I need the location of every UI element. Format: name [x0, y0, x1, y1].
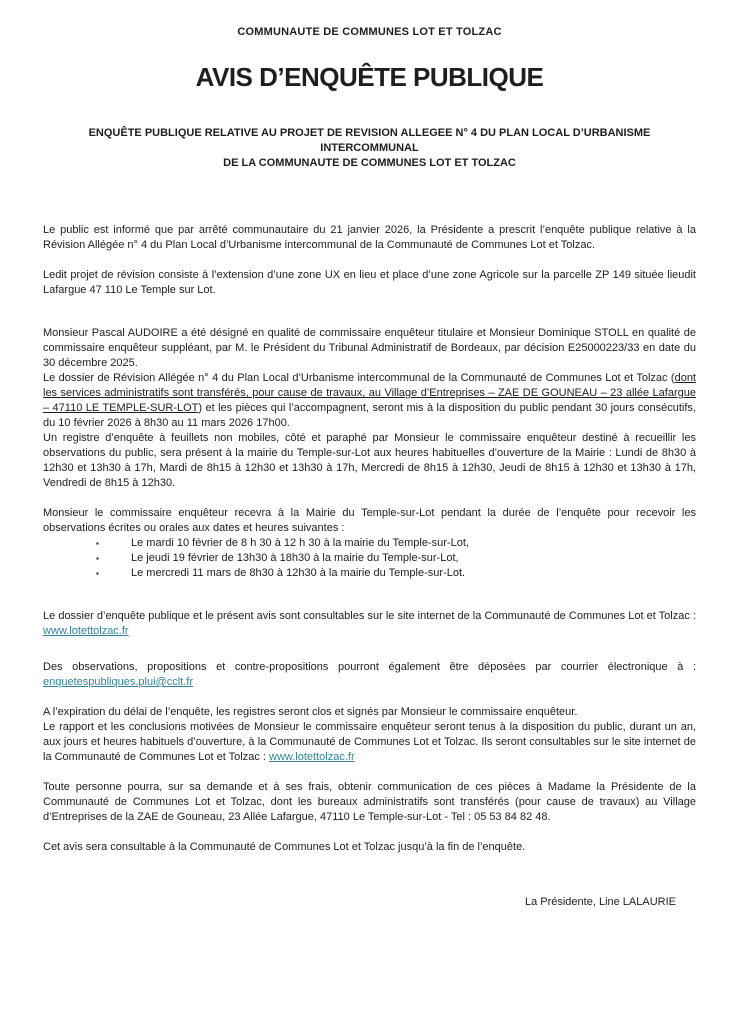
document-subtitle — [43, 126, 696, 171]
document-body — [43, 223, 696, 910]
block-cloture-rapport — [43, 705, 696, 765]
site-internet-text: Le dossier d’enquête publique et le présent avis sont consultables sur le site internet de la Communauté de Communes Lot et Tolzac : — [43, 610, 696, 622]
paragraph-site-internet — [43, 609, 696, 639]
paragraph-courrier-electronique — [43, 660, 696, 690]
paragraph-expiration-delai: A l’expiration du délai de l’enquête, les registres seront clos et signés par Monsieur le commissaire enquêteur. — [43, 706, 578, 718]
block-permanences — [43, 506, 696, 581]
permanence-date-1: Le mardi 10 février de 8 h 30 à 12 h 30 à la mairie du Temple-sur-Lot, — [131, 537, 469, 549]
dossier-adresse-transfert: dont les services administratifs sont transférés, pour cause de travaux, au Village d’Entreprises – ZAE DE GOUNEAU – 23 allée Lafargue – 47110 LE TEMPLE-SUR-LOT — [43, 372, 696, 414]
block-commissaire-dossier-registre — [43, 326, 696, 491]
courriel-text: Des observations, propositions et contre-propositions pourront également être déposées par courrier électronique à : — [43, 661, 696, 673]
paragraph-projet-revision: Ledit projet de révision consiste à l’extension d’une zone UX en lieu et place d’une zone Agricole sur la parcelle ZP 149 située lieudit Lafargue 47 110 Le Temple sur Lot. — [43, 269, 696, 296]
bullet-icon: ▪ — [96, 539, 99, 548]
paragraph-registre-enquete: Un registre d’enquête à feuillets non mobiles, côté et paraphé par Monsieur le commissaire enquêteur destiné à recueillir les observations du public, sera présent à la mairie du Temple-sur-Lot aux heures habituelles d’ouverture de la Mairie : Lundi de 8h30 à 12h30 et 13h30 à 17h, Mardi de 8h15 à 12h30 et 13h30 à 17h, Mercredi de 8h15 à 12h30, Jeudi de 8h15 à 12h30 et 13h30 à 17h, Vendredi de 8h15 à 12h30. — [43, 432, 696, 489]
permanences-list — [43, 536, 696, 581]
paragraph-communication-pieces: Toute personne pourra, sur sa demande et à ses frais, obtenir communication de ces pièces à Madame la Présidente de la Communauté de Communes Lot et Tolzac, dont les bureaux administratifs sont transférés (pour cause de travaux) au Village d’Entreprises de la ZAE de Gouneau, 23 Allée Lafargue, 47110 Le Temple-sur-Lot - Tel : 05 53 84 82 48. — [43, 781, 696, 823]
document-title: AVIS D’ENQUÊTE PUBLIQUE — [195, 62, 544, 92]
bullet-icon: ▪ — [96, 569, 99, 578]
website-link[interactable]: www.lotettolzac.fr — [43, 625, 129, 637]
document-subtitle-line2: DE LA COMMUNAUTE DE COMMUNES LOT ET TOLZAC — [223, 157, 516, 169]
document-subtitle-line1: ENQUÊTE PUBLIQUE RELATIVE AU PROJET DE REVISION ALLEGEE N° 4 DU PLAN LOCAL D’URBANISME INTERCOMMUNAL — [88, 127, 651, 154]
website-link-2[interactable]: www.lotettolzac.fr — [269, 751, 355, 763]
paragraph-dossier-disposition — [43, 371, 696, 431]
rapport-text: Le rapport et les conclusions motivées de Monsieur le commissaire enquêteur seront tenus à la disposition du public, durant un an, aux jours et heures habituels d’ouverture, à la Communauté de Communes Lot et Tolzac. Ils seront consultables sur le site internet de la Communauté de Communes Lot et Tolzac : — [43, 721, 696, 763]
bullet-icon: ▪ — [96, 554, 99, 563]
permanence-date-3: Le mercredi 11 mars de 8h30 à 12h30 à la mairie du Temple-sur-Lot. — [131, 567, 466, 579]
paragraph-rapport-conclusions — [43, 720, 696, 765]
organization-name: COMMUNAUTE DE COMMUNES LOT ET TOLZAC — [237, 26, 502, 38]
list-item — [43, 536, 696, 551]
permanence-date-2: Le jeudi 19 février de 13h30 à 18h30 à la mairie du Temple-sur-Lot, — [131, 552, 459, 564]
list-item — [43, 566, 696, 581]
dossier-text-after: ) et les pièces qui l’accompagnent, seront mis à la disposition du public pendant 30 jours consécutifs, du 10 février 2026 à 8h30 au 11 mars 2026 17h00. — [43, 402, 696, 429]
signature-line: La Présidente, Line LALAURIE — [524, 896, 676, 908]
dossier-text-before: Le dossier de Révision Allégée n° 4 du Plan Local d’Urbanisme intercommunal de la Communauté de Communes Lot et Tolzac ( — [43, 372, 675, 384]
paragraph-avis-consultable: Cet avis sera consultable à la Communauté de Communes Lot et Tolzac jusqu’à la fin de l’enquête. — [43, 841, 526, 853]
paragraph-permanences-intro: Monsieur le commissaire enquêteur recevra à la Mairie du Temple-sur-Lot pendant la durée de l’enquête pour recevoir les observations écrites ou orales aux dates et heures suivantes : — [43, 507, 696, 534]
list-item — [43, 551, 696, 566]
paragraph-public-informe: Le public est informé que par arrêté communautaire du 21 janvier 2026, la Présidente a prescrit l’enquête publique relative à la Révision Allégée n° 4 du Plan Local d’Urbanisme intercommunal de la Communauté de Communes Lot et Tolzac. — [43, 224, 696, 251]
email-link[interactable]: enquetespubliques.plui@cclt.fr — [43, 676, 193, 688]
paragraph-commissaire-designation: Monsieur Pascal AUDOIRE a été désigné en qualité de commissaire enquêteur titulaire et Monsieur Dominique STOLL en qualité de commissaire enquêteur suppléant, par M. le Président du Tribunal Administratif de Bordeaux, par décision E25000223/33 en date du 30 décembre 2025. — [43, 327, 696, 369]
